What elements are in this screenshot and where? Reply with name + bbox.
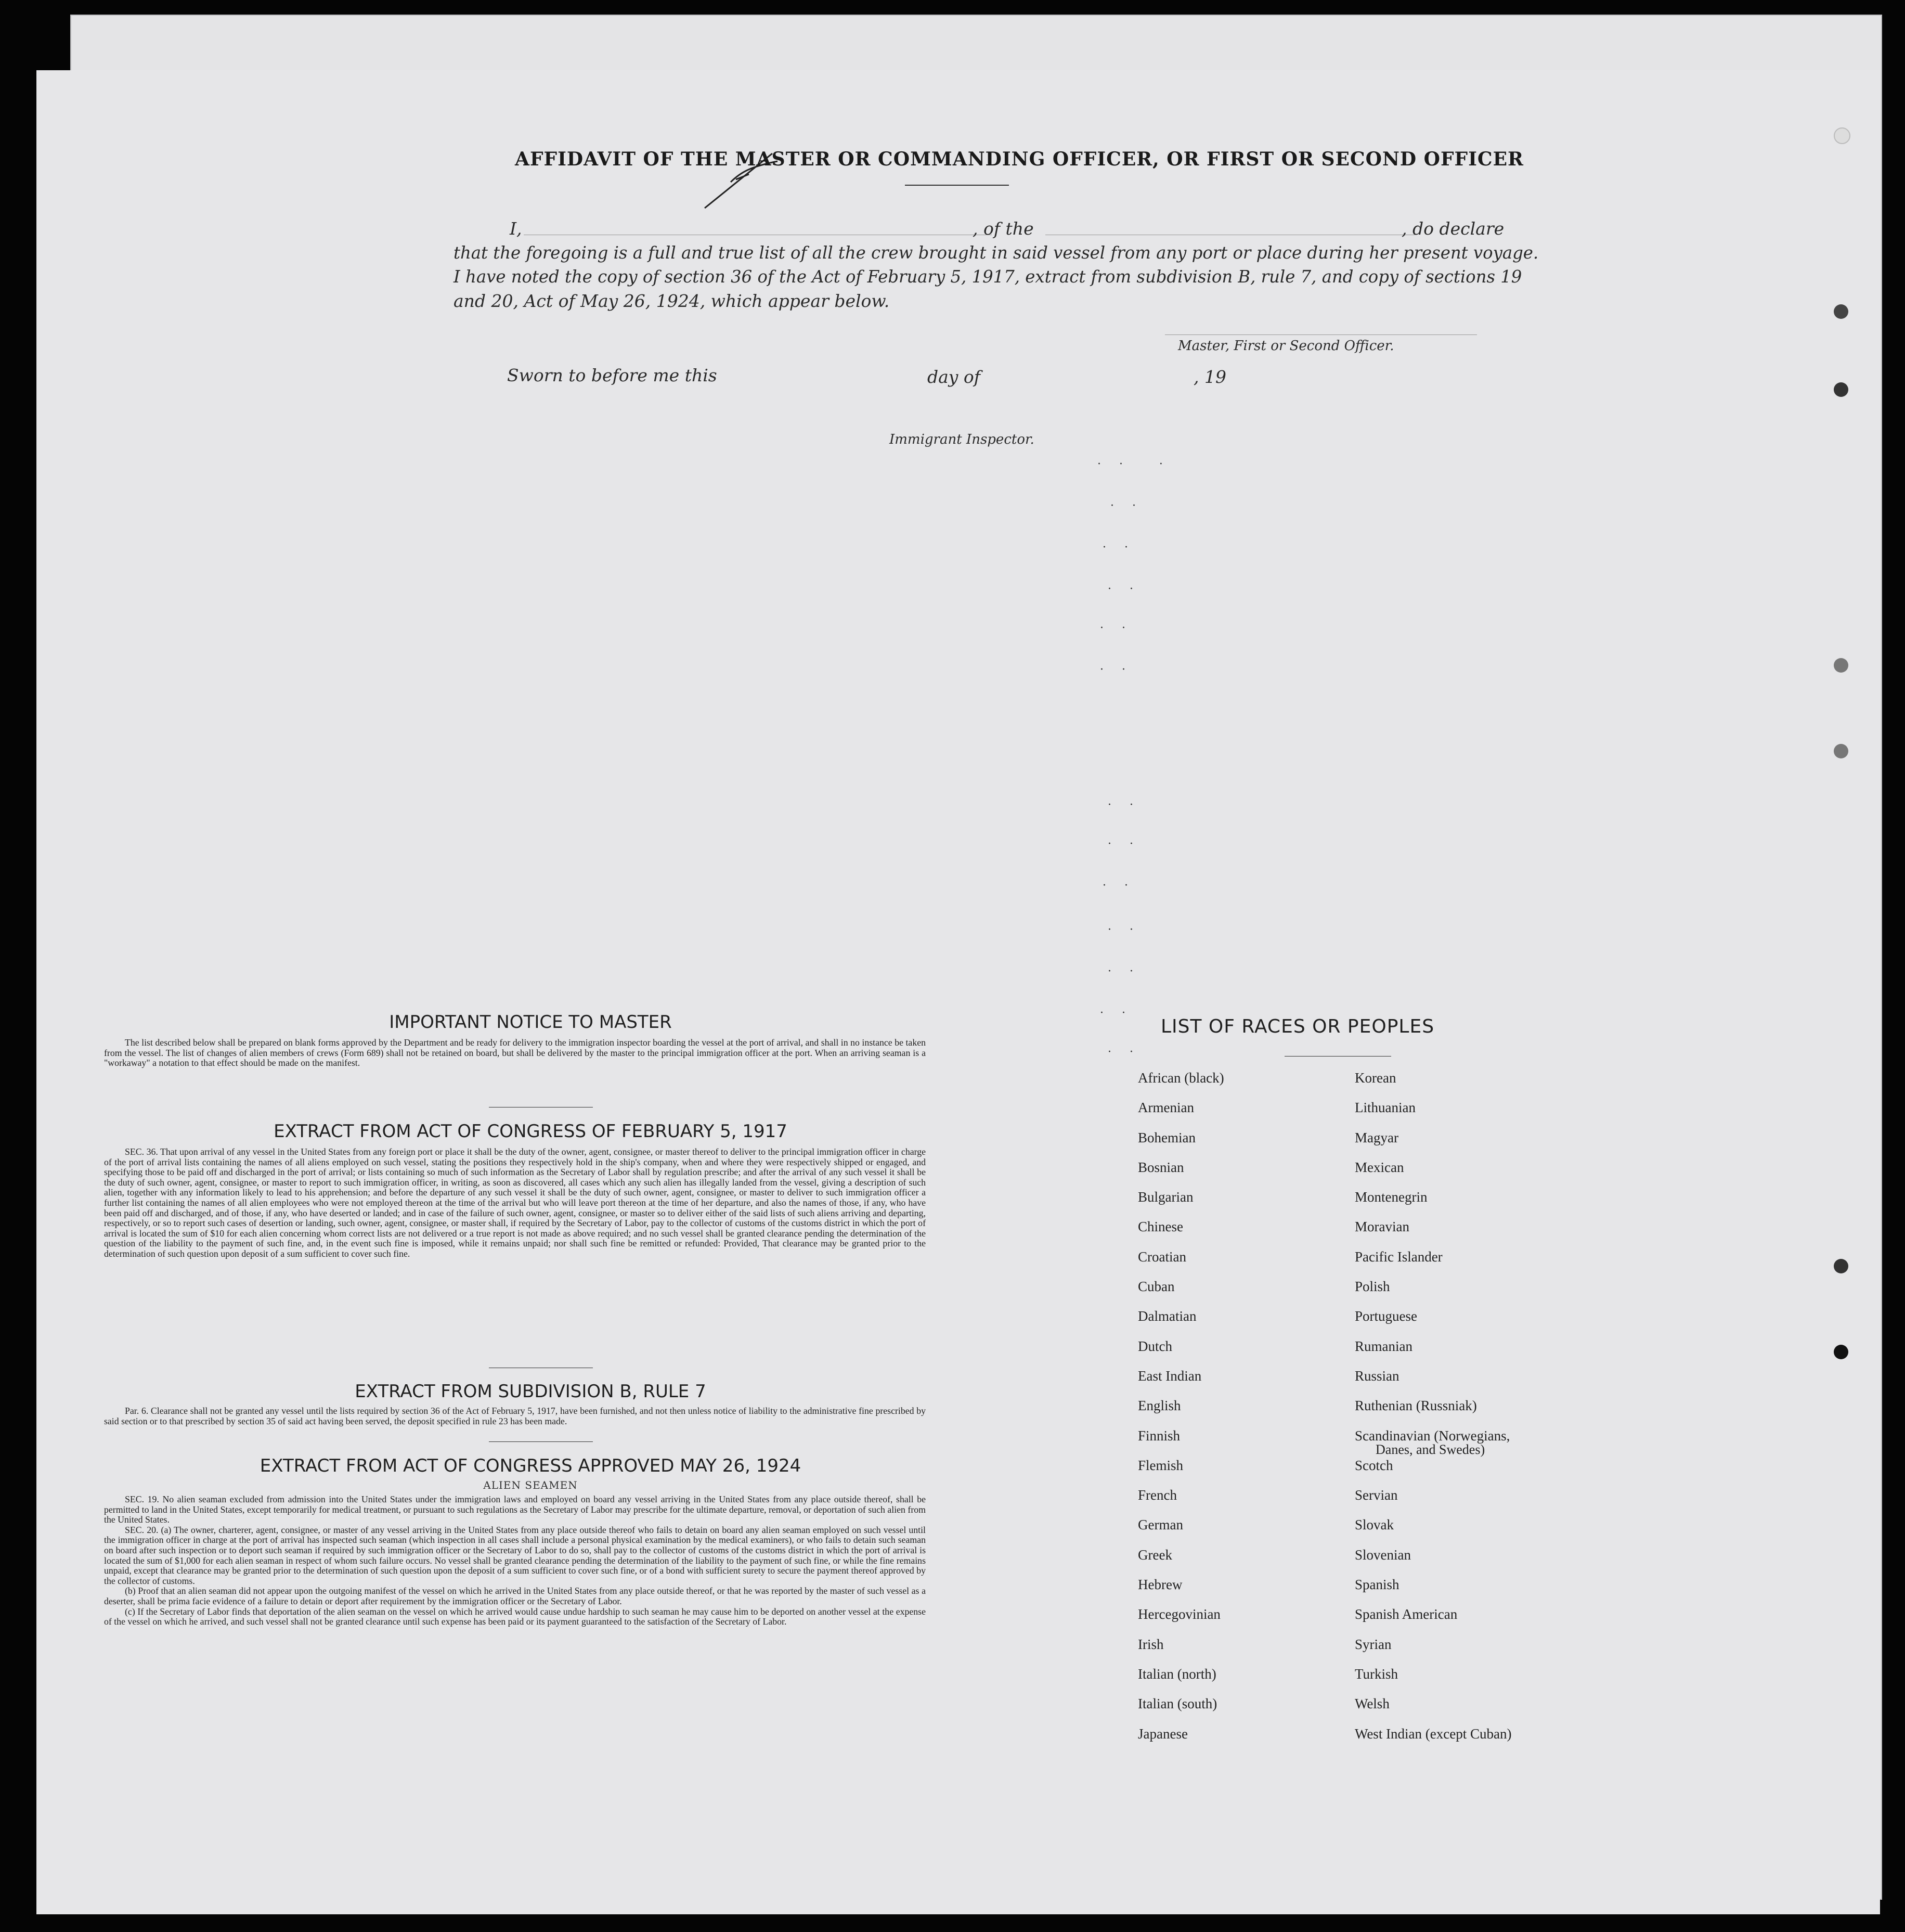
race-item: Turkish <box>1355 1666 1398 1682</box>
master-signature-label: Master, First or Second Officer. <box>1178 338 1394 354</box>
race-item: Mexican <box>1355 1159 1404 1175</box>
dot-mark: · · <box>1103 541 1128 554</box>
binder-hole <box>1834 382 1848 397</box>
dot-mark: · · <box>1108 1046 1133 1059</box>
race-item-continuation: Danes, and Swedes) <box>1376 1441 1485 1457</box>
dot-mark: · · <box>1108 838 1133 851</box>
race-item: Flemish <box>1138 1457 1184 1473</box>
race-item: Spanish <box>1355 1577 1399 1593</box>
race-item: Polish <box>1355 1279 1390 1295</box>
dot-mark: · · · <box>1097 458 1163 471</box>
dot-mark: · · <box>1100 1007 1125 1020</box>
dot-mark: · · <box>1110 499 1136 512</box>
race-item: Dutch <box>1138 1338 1172 1354</box>
race-item: Lithuanian <box>1355 1100 1416 1116</box>
extract-1917-text: SEC. 36. That upon arrival of any vessel in the United States from any foreign port or place it shall be the duty of the owner, agent, consignee, or master thereof to deliver to the principal immigration officer in charge of the port of arrival lists containing the names of all aliens employed on such vessel, stating the positions they respectively hold in the ship's company, when and where they were respectively shipped or engaged, and specifying those to be paid off and discharged in the port of arrival; or lists containing so much of such information as the Secretary of Labor shall by regulation prescribe; and after the arrival of any such vessel it shall be the duty of such owner, agent, consignee, or master to report to such immigration officer, in writing, as soon as discovered, all cases which any such alien has illegally landed from the vessel, giving a description of such alien, together with any information likely to lead to his apprehension; and before the departure of any such vessel it shall be the duty of such owner, agent, consignee, or master to deliver to such immigration officer a further list containing the names of all alien employees who were not employed thereon at the time of the arrival but who will leave port thereon at the time of her departure, and also the names of those, if any, who have been paid off and discharged, and of those, if any, who have deserted or landed; and in case of the failure of such owner, agent, consignee, or master so to deliver either of the said lists of such aliens arriving and departing, respectively, or so to report such cases of desertion or landing, such owner, agent, consignee, or master shall, if required by the Secretary of Labor, pay to the collector of customs of the customs district in which the port of arrival is located the sum of $10 for each alien concerning whom correct lists are not delivered or a true report is not made as above required; and no such vessel shall be granted clearance pending the determination of the question of the liability to the payment of such fine, and, in the event such fine is imposed, while it remains unpaid; nor shall such fine be remitted or refunded: Provided, That clearance may be granted prior to the determination of such question upon deposit of a sum sufficient to cover such fine. <box>104 1147 926 1259</box>
dot-mark: · · <box>1103 879 1128 892</box>
race-item: Magyar <box>1355 1129 1398 1145</box>
extract-1924-title: EXTRACT FROM ACT OF CONGRESS APPROVED MAY 26, 1924 <box>260 1456 801 1476</box>
race-item: Dalmatian <box>1138 1308 1197 1324</box>
race-item: Servian <box>1355 1487 1398 1503</box>
race-item: Welsh <box>1355 1696 1390 1712</box>
race-item: Slovenian <box>1355 1547 1411 1563</box>
race-item <box>1355 1428 1511 1458</box>
races-title: LIST OF RACES OR PEOPLES <box>1160 1016 1435 1037</box>
race-item: Russian <box>1355 1368 1399 1384</box>
race-item: Italian (north) <box>1138 1666 1216 1682</box>
race-item: Italian (south) <box>1138 1696 1217 1712</box>
race-item: Irish <box>1138 1636 1164 1652</box>
rule7-title: EXTRACT FROM SUBDIVISION B, RULE 7 <box>355 1381 706 1402</box>
rule <box>489 1441 593 1442</box>
dot-mark: · · <box>1100 622 1125 635</box>
affidavit-line2: that the foregoing is a full and true list of all the crew brought in said vessel from any port or place during her present voyage. <box>453 243 1539 263</box>
master-sign-line <box>1165 334 1477 335</box>
sworn-text: Sworn to before me this <box>507 365 717 385</box>
affidavit-line4: and 20, Act of May 26, 1924, which appear below. <box>453 291 890 311</box>
race-item: Montenegrin <box>1355 1189 1428 1205</box>
race-item: Armenian <box>1138 1100 1194 1116</box>
affidavit-i: I, <box>510 218 522 239</box>
notice-text: The list described below shall be prepared on blank forms approved by the Department and be ready for delivery to the immigration inspector boarding the vessel at the port of arrival, and shall in no instance be taken from the vessel. The list of changes of alien members of crews (Form 689) shall not be retained on board, but shall be delivered by the master to the principal immigration officer at the port. When an arriving seaman is a "workaway" a notation to that effect should be made on the manifest. <box>104 1037 926 1068</box>
dot-mark: · · <box>1100 663 1125 676</box>
race-item: Ruthenian (Russniak) <box>1355 1398 1477 1414</box>
race-item: Bulgarian <box>1138 1189 1194 1205</box>
race-item: Spanish American <box>1355 1606 1458 1622</box>
heading-rule <box>905 185 1009 186</box>
race-item: Moravian <box>1355 1219 1409 1235</box>
race-item: Bohemian <box>1138 1129 1196 1145</box>
affidavit-declare: , do declare <box>1402 218 1505 239</box>
race-item: Bosnian <box>1138 1159 1184 1175</box>
notice-title: IMPORTANT NOTICE TO MASTER <box>389 1012 672 1033</box>
binder-hole <box>1834 304 1848 319</box>
race-item: Scotch <box>1355 1457 1393 1473</box>
affidavit-heading: AFFIDAVIT OF THE MASTER OR COMMANDING OFFICER, OR FIRST OR SECOND OFFICER <box>515 148 1524 170</box>
binder-hole <box>1834 658 1848 673</box>
section-20c: (c) If the Secretary of Labor finds that deportation of the alien seaman on the vessel on which he arrived would cause undue hardship to such seaman he may cause him to be deported on another vessel at the expense of the vessel on which he arrived, and such vessel shall not be granted clearance until such expense has been paid or its payment guaranteed to the satisfaction of the Secretary of Labor. <box>104 1606 926 1627</box>
race-item: German <box>1138 1517 1183 1533</box>
dot-mark: · · <box>1108 965 1133 978</box>
section-19: SEC. 19. No alien seaman excluded from admission into the United States under the immigration laws and employed on board any vessel arriving in the United States from any place outside thereof, shall be permitted to land in the United States, except temporarily for medical treatment, or pursuant to such regulations as the Secretary of Labor may prescribe for the ultimate departure, removal, or deportation of such alien from the United States. <box>104 1494 926 1525</box>
binder-hole <box>1834 1259 1848 1273</box>
alien-seamen-subtitle: ALIEN SEAMEN <box>483 1479 578 1491</box>
binder-hole <box>1834 744 1848 758</box>
race-item: Rumanian <box>1355 1338 1412 1354</box>
affidavit-line3: I have noted the copy of section 36 of the Act of February 5, 1917, extract from subdivision B, rule 7, and copy of sections 19 <box>453 267 1522 287</box>
race-item: Pacific Islander <box>1355 1248 1443 1265</box>
race-item: French <box>1138 1487 1177 1503</box>
race-item: Finnish <box>1138 1427 1181 1444</box>
race-item: Chinese <box>1138 1219 1183 1235</box>
races-column-2 <box>1355 1070 1511 1756</box>
race-item: Slovak <box>1355 1517 1394 1533</box>
race-item: Hebrew <box>1138 1577 1183 1593</box>
document-page <box>36 70 1880 1914</box>
race-item: Hercegovinian <box>1138 1606 1221 1622</box>
inspector-label: Immigrant Inspector. <box>889 432 1034 447</box>
race-item-text: Scandinavian (Norwegians, <box>1355 1427 1510 1444</box>
dot-mark: · · <box>1108 583 1133 596</box>
dot-mark: · · <box>1108 923 1133 936</box>
rule7-text: Par. 6. Clearance shall not be granted any vessel until the lists required by section 36 of the Act of February 5, 1917, have been furnished, and not then unless notice of liability to the administrative fine prescribed by said section or to that prescribed by section 35 of said act having been served, the deposit specified in rule 23 has been made. <box>104 1406 926 1426</box>
race-item: Cuban <box>1138 1279 1175 1295</box>
race-item: East Indian <box>1138 1368 1202 1384</box>
race-item: Korean <box>1355 1070 1396 1086</box>
binder-hole <box>1834 127 1850 144</box>
race-item: Japanese <box>1138 1725 1188 1742</box>
year-text: , 19 <box>1194 367 1226 387</box>
race-item: Greek <box>1138 1547 1172 1563</box>
races-column-1 <box>1138 1070 1224 1756</box>
race-item: English <box>1138 1398 1181 1414</box>
race-item: Portuguese <box>1355 1308 1417 1324</box>
race-item: Croatian <box>1138 1248 1186 1265</box>
race-item: West Indian (except Cuban) <box>1355 1725 1512 1742</box>
race-item: Syrian <box>1355 1636 1392 1652</box>
extract-1917-title: EXTRACT FROM ACT OF CONGRESS OF FEBRUARY 5, 1917 <box>274 1121 787 1142</box>
affidavit-of-the: , of the <box>973 218 1034 239</box>
race-item: African (black) <box>1138 1070 1224 1086</box>
extract-1924-body <box>104 1495 926 1627</box>
dot-mark: · · <box>1108 798 1133 812</box>
day-of-text: day of <box>927 367 981 387</box>
binder-hole <box>1834 1345 1848 1359</box>
section-20a: SEC. 20. (a) The owner, charterer, agent, consignee, or master of any vessel arriving in the United States from any place outside thereof who fails to detain on board any alien seaman employed on such vessel until the immigration officer in charge at the port of arrival has inspected such seaman (which inspection in all cases shall include a personal physical examination by the medical examiners), or who fails to detain such seaman on board after such inspection or to deport such seaman if required by such immigration officer or the Secretary of Labor to do so, shall pay to the collector of customs of the customs district in which the port of arrival is located the sum of $1,000 for each alien seaman in respect of whom such failure occurs. No vessel shall be granted clearance pending the determination of the liability to the payment of such fine, or while the fine remains unpaid, except that clearance may be granted prior to the determination of such question upon the deposit of a sum sufficient to cover such fine, or of a bond with sufficient surety to secure the payment thereof approved by the collector of customs. <box>104 1524 926 1586</box>
races-rule <box>1285 1056 1391 1057</box>
section-20b: (b) Proof that an alien seaman did not appear upon the outgoing manifest of the vessel on which he arrived in the United States from any place outside thereof, or that he was reported by the master of such vessel as a deserter, shall be prima facie evidence of a failure to detain or deport after requirement by the immigration officer or the Secretary of Labor. <box>104 1586 926 1606</box>
